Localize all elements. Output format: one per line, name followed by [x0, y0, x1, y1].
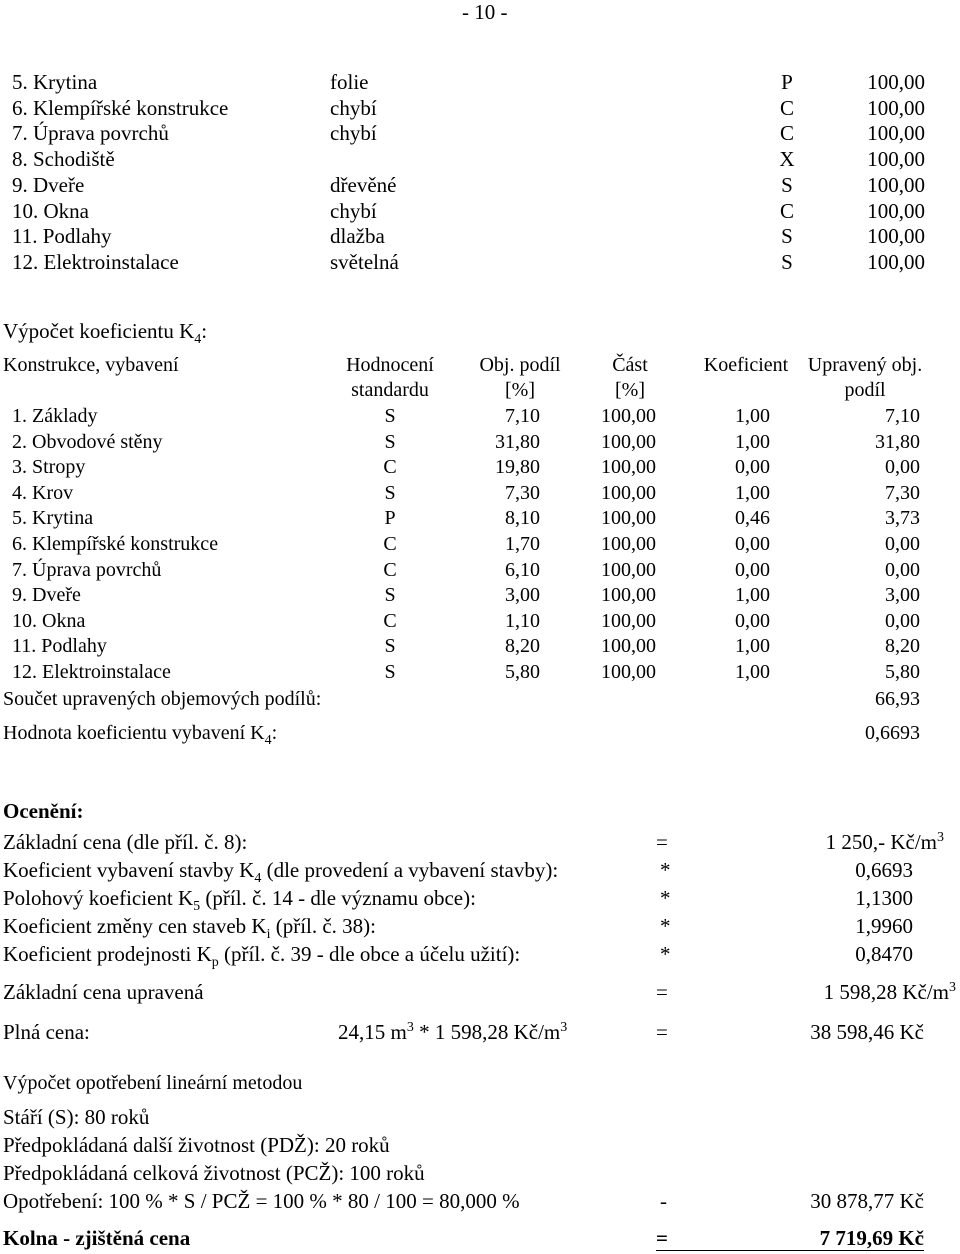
k4-row-part: 100,00	[601, 481, 656, 504]
top-list-value: folie	[330, 70, 369, 94]
k4-row-part: 100,00	[601, 609, 656, 632]
k4-row-rating: C	[383, 456, 397, 479]
total-life-line: Předpokládaná celková životnost (PCŽ): 100 roků	[3, 1161, 425, 1185]
top-list-pct: 100,00	[867, 95, 925, 120]
final-price-label: Kolna - zjištěná cena	[3, 1226, 191, 1250]
k4-value-label: Hodnota koeficientu vybavení $K_4$:	[3, 722, 278, 748]
header-adjusted-1: Upravený obj.	[807, 354, 923, 376]
valuation-title: Ocenění:	[3, 799, 84, 823]
k4-row-coef: 0,00	[735, 558, 770, 581]
k4-row-part: 100,00	[601, 430, 656, 453]
header-construction: Konstrukce, vybavení	[3, 354, 179, 376]
k4-row-rating: S	[384, 481, 396, 504]
top-list-code: S	[781, 249, 793, 274]
k4-row-name: 11. Podlahy	[12, 635, 107, 658]
base-price-value: 1 250,- $Kč/m^3$	[825, 830, 944, 854]
remaining-life-line: Předpokládaná další životnost (PDŽ): 20 roků	[3, 1133, 390, 1157]
top-list-name: 7. Úprava povrchů	[12, 121, 169, 146]
k4-row-rating: S	[384, 405, 396, 427]
k4-row-coef: 0,00	[735, 533, 770, 555]
k4-row-part: 100,00	[601, 661, 656, 683]
top-list-name: 6. Klempířské konstrukce	[12, 95, 229, 120]
k4-row-adjusted: 0,00	[885, 609, 920, 632]
top-list-name: 9. Dveře	[12, 172, 85, 197]
k4-row-rating: S	[384, 430, 396, 453]
k4-row-share: 7,30	[505, 481, 540, 504]
k4-row-part: 100,00	[601, 507, 656, 530]
page-number: - 10 -	[462, 0, 508, 24]
k4-row-rating: C	[383, 533, 397, 555]
top-list-pct: 100,00	[867, 198, 925, 223]
k4-row-part: 100,00	[601, 584, 656, 607]
top-list-name: 10. Okna	[12, 198, 89, 223]
final-price-value: 7 719,69 Kč	[819, 1226, 924, 1250]
top-list-pct: 100,00	[867, 70, 925, 94]
k4-row-share: 31,80	[495, 430, 540, 453]
top-list-value: dřevěné	[330, 172, 397, 197]
top-list-name: 11. Podlahy	[12, 224, 112, 249]
top-list-code: C	[779, 121, 794, 146]
k4-row-coef: 1,00	[735, 584, 770, 607]
k4-row-share: 3,00	[505, 584, 540, 607]
k4-row-part: 100,00	[601, 456, 656, 479]
k4-row-name: 7. Úprava povrchů	[12, 558, 162, 581]
k4-row-adjusted: 3,00	[885, 584, 920, 607]
full-price-formula: 24,15 $m^3 * 1$ 598,28 $Kč/m^3$	[338, 1020, 568, 1044]
ki-coef-label: Koeficient změny cen staveb $K_i$ (příl. č. 38):	[3, 914, 377, 943]
k4-row-name: 6. Klempířské konstrukce	[12, 533, 219, 555]
k4-row-part: 100,00	[601, 558, 656, 581]
k4-row-name: 1. Základy	[12, 405, 98, 427]
header-share-1: Obj. podíl	[479, 354, 561, 376]
ki-coef-value: 1,9960	[855, 914, 913, 938]
sum-label: Součet upravených objemových podílů:	[3, 688, 322, 710]
top-list-pct: 100,00	[867, 121, 925, 146]
top-list-code: X	[779, 147, 795, 172]
top-list-value: světelná	[330, 249, 399, 274]
top-list-name: 12. Elektroinstalace	[12, 249, 179, 274]
full-price-label: Plná cena:	[3, 1020, 90, 1044]
k4-row-share: 1,70	[505, 533, 540, 555]
k4-row-share: 1,10	[505, 609, 540, 632]
age-line: Stáří (S): 80 roků	[3, 1105, 150, 1129]
k4-row-rating: S	[384, 635, 396, 658]
k4-row-coef: 1,00	[735, 430, 770, 453]
k4-row-adjusted: 7,10	[885, 405, 920, 427]
header-coef: Koeficient	[703, 354, 789, 376]
k4-row-coef: 1,00	[735, 481, 770, 504]
k4-row-adjusted: 0,00	[885, 558, 920, 581]
k4-title: Výpočet koeficientu $K_4$:	[3, 319, 208, 348]
k4-row-adjusted: 0,00	[885, 533, 920, 555]
k4-row-coef: 1,00	[735, 661, 770, 683]
kp-coef-label: Koeficient prodejnosti $K_p$ (příl. č. 39 - dle obce a účelu užití):	[3, 942, 521, 971]
k4-row-coef: 0,00	[735, 456, 770, 479]
k5-coef-value: 1,1300	[855, 886, 913, 910]
k4-row-share: 8,10	[505, 507, 540, 530]
k4-row-name: 10. Okna	[12, 609, 86, 632]
k4-row-name: 2. Obvodové stěny	[12, 430, 163, 453]
top-list-value: chybí	[330, 95, 377, 120]
k4-row-part: 100,00	[601, 405, 656, 427]
k4-row-rating: P	[384, 507, 396, 530]
top-list-pct: 100,00	[867, 172, 925, 197]
final-price-op: =	[656, 1226, 668, 1250]
k4-row-name: 12. Elektroinstalace	[12, 661, 171, 683]
k4-row-rating: S	[384, 661, 396, 683]
top-list-pct: 100,00	[867, 224, 925, 249]
k4-coef-value: 0,6693	[855, 858, 913, 882]
top-list-code: C	[779, 95, 794, 120]
top-list-code: S	[781, 224, 793, 249]
k4-row-share: 7,10	[505, 405, 540, 427]
top-list-value: dlažba	[330, 224, 385, 249]
top-list-code: P	[781, 70, 793, 94]
k5-coef-label: Polohový koeficient $K_5$ (příl. č. 14 - dle významu obce):	[3, 886, 476, 915]
k4-row-coef: 0,46	[735, 507, 770, 530]
full-price-op: =	[656, 1020, 668, 1044]
k4-row-rating: S	[384, 584, 396, 607]
k4-row-adjusted: 8,20	[885, 635, 920, 658]
top-list-name: 8. Schodiště	[12, 147, 115, 172]
wear-op: -	[660, 1189, 667, 1213]
k4-row-coef: 1,00	[735, 635, 770, 658]
k4-row-name: 4. Krov	[12, 481, 74, 504]
adjusted-price-op: =	[656, 980, 668, 1004]
top-list-value: chybí	[330, 198, 377, 223]
adjusted-price-value: 1 598,28 $Kč/m^3$	[823, 980, 956, 1004]
k4-coef-op: *	[660, 858, 671, 882]
header-rating-1: Hodnocení	[346, 354, 434, 376]
header-part-2: [%]	[615, 379, 645, 401]
k4-row-name: 5. Krytina	[12, 507, 94, 530]
k4-value: 0,6693	[865, 722, 920, 744]
k4-row-share: 6,10	[505, 558, 540, 581]
header-rating-2: standardu	[351, 379, 429, 401]
k4-row-coef: 1,00	[735, 405, 770, 427]
header-part-1: Část	[612, 354, 648, 376]
sum-value: 66,93	[875, 688, 920, 710]
header-adjusted-2: podíl	[844, 379, 886, 401]
depreciation-title: Výpočet opotřebení lineární metodou	[3, 1072, 303, 1094]
k4-row-adjusted: 0,00	[885, 456, 920, 479]
k4-row-part: 100,00	[601, 533, 656, 555]
adjusted-price-label: Základní cena upravená	[3, 980, 204, 1004]
top-list-pct: 100,00	[867, 147, 925, 172]
base-price-op: =	[656, 830, 668, 854]
ki-coef-op: *	[660, 914, 671, 938]
k5-coef-op: *	[660, 886, 671, 910]
k4-row-share: 5,80	[505, 661, 540, 683]
k4-row-share: 19,80	[495, 456, 540, 479]
k4-coef-label: Koeficient vybavení stavby $K_4$ (dle provedení a vybavení stavby):	[3, 858, 559, 887]
kp-coef-op: *	[660, 942, 671, 966]
k4-row-adjusted: 3,73	[885, 507, 920, 530]
top-list-pct: 100,00	[867, 249, 925, 274]
top-list-code: S	[781, 172, 793, 197]
k4-row-name: 9. Dveře	[12, 584, 81, 607]
top-list-value: chybí	[330, 121, 377, 146]
full-price-value: 38 598,46 Kč	[810, 1020, 924, 1044]
wear-line: Opotřebení: 100 % * S / PCŽ = 100 % * 80 / 100 = 80,000 %	[3, 1189, 520, 1213]
header-share-2: [%]	[505, 379, 535, 401]
base-price-label: Základní cena (dle příl. č. 8):	[3, 830, 248, 854]
kp-coef-value: 0,8470	[855, 942, 913, 966]
k4-row-share: 8,20	[505, 635, 540, 658]
top-list-code: C	[779, 198, 794, 223]
k4-row-adjusted: 5,80	[885, 661, 920, 683]
k4-row-rating: C	[383, 609, 397, 632]
k4-row-coef: 0,00	[735, 609, 770, 632]
k4-row-rating: C	[383, 558, 397, 581]
top-list-name: 5. Krytina	[12, 70, 98, 94]
k4-row-part: 100,00	[601, 635, 656, 658]
wear-value: 30 878,77 Kč	[810, 1189, 924, 1213]
k4-row-adjusted: 31,80	[875, 430, 920, 453]
k4-row-adjusted: 7,30	[885, 481, 920, 504]
k4-row-name: 3. Stropy	[12, 456, 86, 479]
